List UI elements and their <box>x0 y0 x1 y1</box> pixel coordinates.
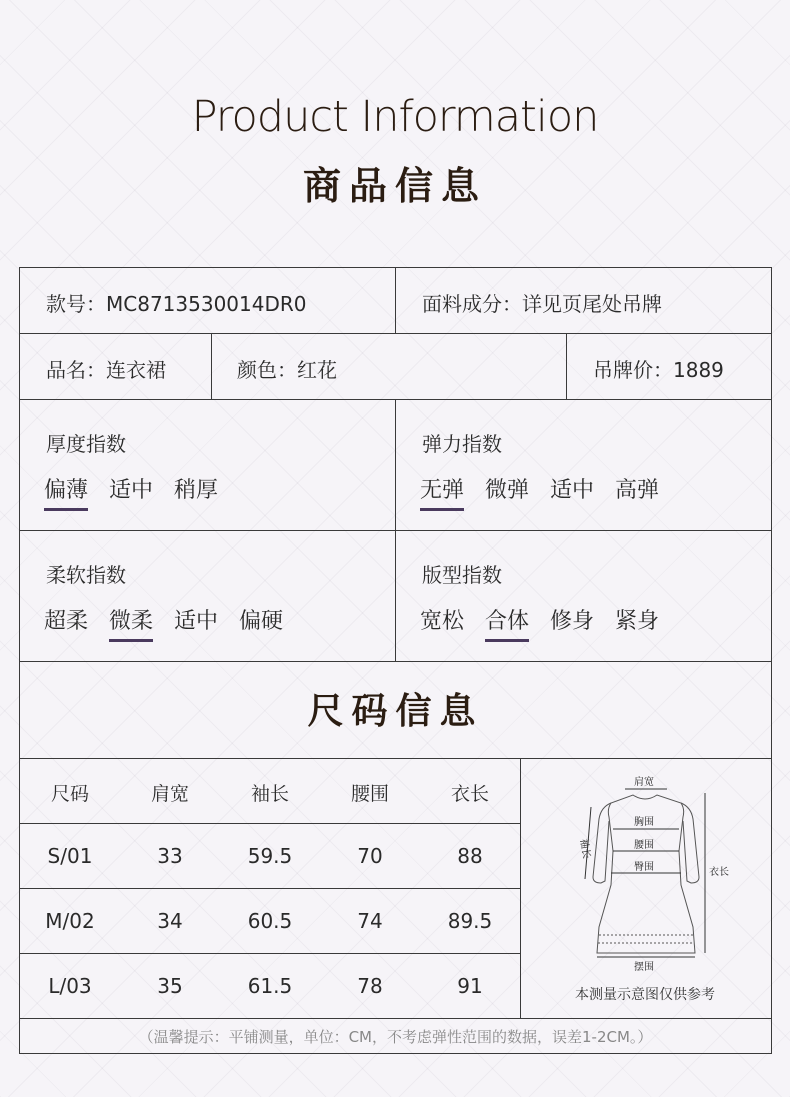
divider <box>20 953 520 954</box>
elasticity-options <box>420 478 659 511</box>
divider <box>20 888 520 889</box>
table-header: 袖长 <box>250 783 289 805</box>
measurement-note: （温馨提示：平铺测量，单位：CM，不考虑弹性范围的数据，误差1-2CM。） <box>138 1028 653 1046</box>
fit-index-label: 版型指数 <box>422 563 502 587</box>
softness-option: 微柔 <box>109 609 153 642</box>
chest-label: 胸围 <box>634 817 654 828</box>
thickness-option: 稍厚 <box>174 478 219 503</box>
divider <box>395 268 396 333</box>
table-cell: 70 <box>357 844 383 868</box>
table-cell: 34 <box>157 909 183 933</box>
fabric-composition: 面料成分：详见页尾处吊牌 <box>422 292 662 316</box>
divider <box>20 333 771 334</box>
fit-option: 合体 <box>485 609 529 642</box>
shoulder-label: 肩宽 <box>634 777 654 788</box>
softness-index-label: 柔软指数 <box>46 563 126 587</box>
divider <box>20 1018 771 1019</box>
divider <box>566 333 567 399</box>
divider <box>211 333 212 399</box>
table-cell: 59.5 <box>247 844 293 868</box>
table-cell: 61.5 <box>247 974 293 998</box>
table-cell: 78 <box>357 974 383 998</box>
diagram-caption: 本测量示意图仅供参考 <box>575 987 715 1003</box>
tag-price: 吊牌价：1889 <box>593 358 724 382</box>
table-header: 肩宽 <box>150 783 189 805</box>
table-cell: 33 <box>157 844 183 868</box>
divider <box>20 823 520 824</box>
page-title-en: Product Information <box>191 92 599 142</box>
divider <box>20 661 771 662</box>
elasticity-option: 无弹 <box>420 478 464 511</box>
fit-option: 宽松 <box>420 609 465 634</box>
table-cell: 88 <box>457 844 483 868</box>
softness-option: 偏硬 <box>239 609 284 634</box>
table-cell: 60.5 <box>247 909 293 933</box>
softness-option: 适中 <box>174 609 219 634</box>
table-cell: M/02 <box>45 909 95 933</box>
table-cell: 35 <box>157 974 183 998</box>
softness-options <box>44 609 283 642</box>
thickness-index-label: 厚度指数 <box>46 432 126 456</box>
size-info-title: 尺码信息 <box>307 690 484 732</box>
elasticity-option: 高弹 <box>615 478 660 503</box>
table-header: 衣长 <box>450 783 489 805</box>
fit-options <box>420 609 659 642</box>
table-cell: 91 <box>457 974 483 998</box>
page-title-zh: 商品信息 <box>302 163 487 208</box>
sleeve-label: 袖长 <box>577 838 592 860</box>
elasticity-index-label: 弹力指数 <box>422 432 502 456</box>
thickness-option: 偏薄 <box>44 478 88 511</box>
table-cell: 89.5 <box>447 909 493 933</box>
elasticity-option: 微弹 <box>485 478 530 503</box>
product-name: 品名：连衣裙 <box>46 358 166 382</box>
style-number: 款号：MC8713530014DR0 <box>46 292 307 316</box>
hip-label: 臀围 <box>634 862 654 873</box>
table-cell: L/03 <box>48 974 92 998</box>
table-cell: 74 <box>357 909 383 933</box>
hem-label: 摆围 <box>634 962 654 973</box>
fit-option: 紧身 <box>615 609 660 634</box>
divider <box>395 399 396 661</box>
table-header: 尺码 <box>50 783 89 805</box>
dress-measurement-diagram <box>521 759 771 984</box>
hem-lace <box>598 935 694 943</box>
length-label: 衣长 <box>709 867 729 878</box>
waist-label: 腰围 <box>634 840 654 851</box>
table-cell: S/01 <box>47 844 93 868</box>
table-header: 腰围 <box>350 783 389 805</box>
thickness-options <box>44 478 218 511</box>
thickness-option: 适中 <box>109 478 154 503</box>
product-color: 颜色：红花 <box>237 358 337 382</box>
elasticity-option: 适中 <box>550 478 595 503</box>
product-info-table <box>19 267 772 1054</box>
fit-option: 修身 <box>550 609 595 634</box>
softness-option: 超柔 <box>44 609 89 634</box>
